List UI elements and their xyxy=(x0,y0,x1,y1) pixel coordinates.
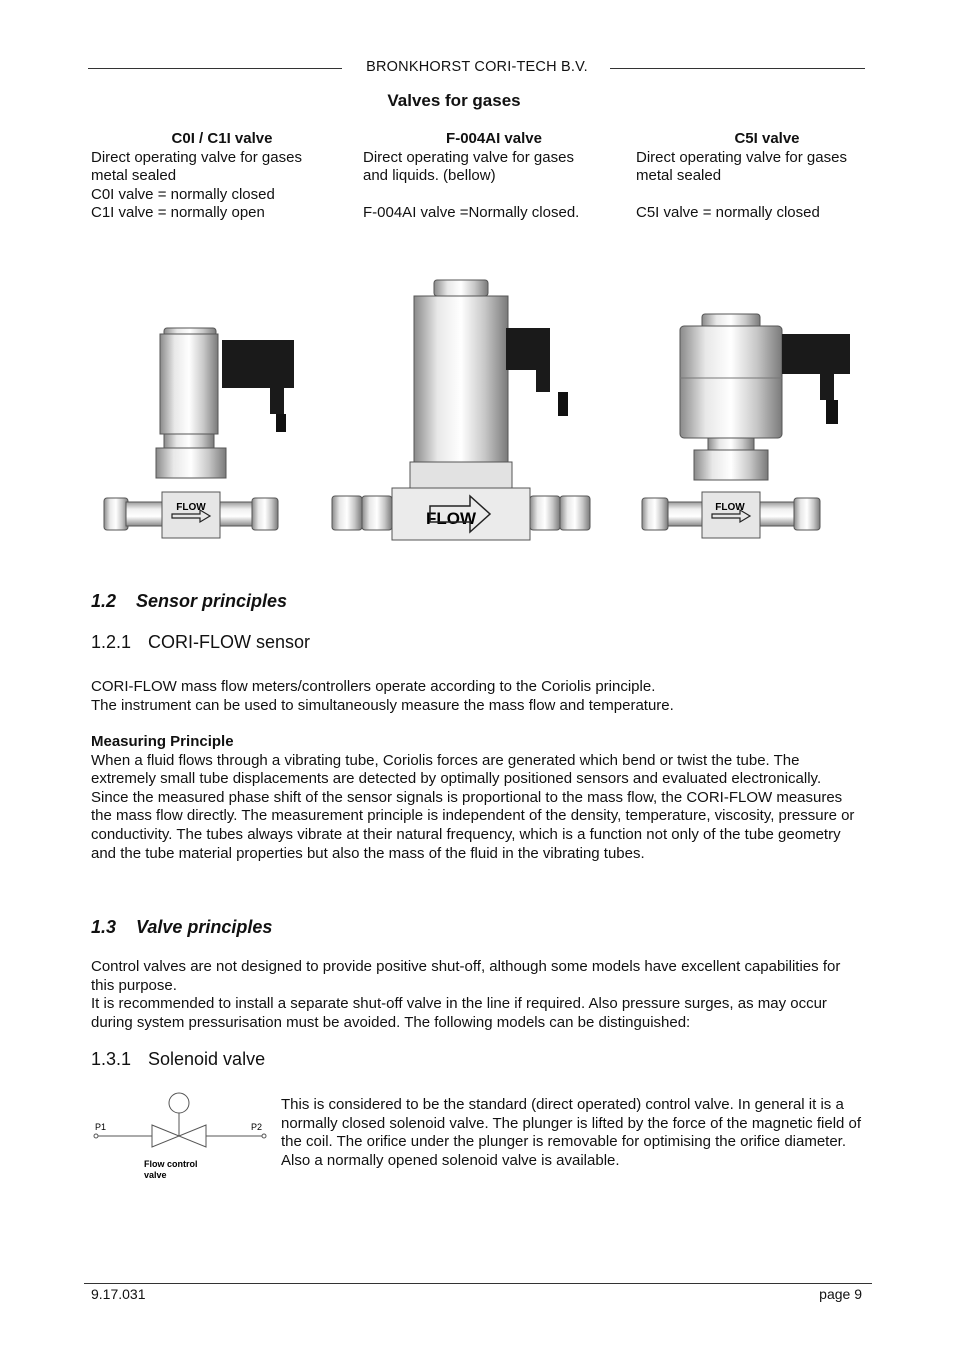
measuring-principle xyxy=(91,733,861,863)
valve-title: C5I valve xyxy=(734,130,800,147)
flow-label: FLOW xyxy=(715,502,745,513)
valve-column-f004ai xyxy=(363,130,625,223)
section-heading-1-3 xyxy=(91,918,272,937)
solenoid-valve-diagram xyxy=(88,1088,273,1188)
flow-label: FLOW xyxy=(176,502,206,513)
subheading-measuring-principle: Measuring Principle xyxy=(91,733,234,750)
valve-image-c5i xyxy=(642,314,850,538)
port-p2-label: P2 xyxy=(251,1122,263,1132)
footer-doc-number: 9.17.031 xyxy=(91,1286,146,1302)
section-title: Valve principles xyxy=(136,917,273,937)
valve-title: F-004AI valve xyxy=(446,130,542,147)
section-title: Sensor principles xyxy=(136,591,288,611)
valve-line: metal sealed xyxy=(91,167,177,185)
footer-page-number: page 9 xyxy=(819,1286,862,1302)
section-number: 1.2.1 xyxy=(91,632,132,652)
section-number: 1.3 xyxy=(91,917,117,937)
cori-flow-intro xyxy=(91,678,861,715)
paragraph-line: The instrument can be used to simultaneously measure the mass flow and temperature. xyxy=(91,696,674,714)
valve-line xyxy=(363,186,625,205)
section-heading-1-2 xyxy=(91,592,287,611)
valve-line: C1I valve = normally open xyxy=(91,204,265,222)
solenoid-valve-text: This is considered to be the standard (direct operated) control valve. In general it is a normally closed solenoid valve. The plunger is lifted by the force of the magnetic field of the coil. The orifice under the plunger is removable for optimising the orifice diameter. Also a normally opened solenoid valve is available. xyxy=(281,1096,862,1169)
valve-line: Direct operating valve for gases xyxy=(636,148,847,166)
flow-label: FLOW xyxy=(425,509,477,528)
valve-column-c5i xyxy=(636,130,898,223)
valve-line: Direct operating valve for gases xyxy=(91,148,302,166)
paragraph: When a fluid flows through a vibrating tube, Coriolis forces are generated which bend or twist the tube. The extremely small tube displacements are detected by optimally positioned sensors and evaluated electronically. xyxy=(91,751,822,788)
valve-line: C5I valve = normally closed xyxy=(636,204,820,222)
section-heading-1-3-1 xyxy=(91,1050,265,1069)
valve-image-f004ai xyxy=(332,280,590,540)
section-number: 1.3.1 xyxy=(91,1049,132,1069)
paragraph: Since the measured phase shift of the sensor signals is proportional to the mass flow, the CORI-FLOW measures the mass flow directly. The measurement principle is independent of the density, temperature, viscosity, pressure or conductivity. The tubes always vibrate at their natural frequency, which is a function not only of the tube geometry and the tube material properties but also the mass of the fluid in the vibrating tubes. xyxy=(91,788,855,862)
valve-line: Direct operating valve for gases xyxy=(363,148,574,166)
valve-line: C0I valve = normally closed xyxy=(91,185,275,203)
section-number: 1.2 xyxy=(91,591,117,611)
valve-line xyxy=(636,186,898,205)
diagram-caption: Flow control xyxy=(144,1159,198,1169)
diagram-caption: valve xyxy=(144,1170,167,1180)
valve-column-c0i-c1i xyxy=(91,130,353,223)
header-company: BRONKHORST CORI-TECH B.V. xyxy=(366,59,588,75)
section-title: CORI-FLOW sensor xyxy=(148,632,311,652)
valve-line: F-004AI valve =Normally closed. xyxy=(363,204,580,222)
paragraph: Control valves are not designed to provide positive shut-off, although some models have excellent capabilities for this purpose. xyxy=(91,958,841,994)
coil-symbol xyxy=(169,1093,189,1113)
valve-illustrations xyxy=(0,270,954,560)
paragraph-line: CORI-FLOW mass flow meters/controllers operate according to the Coriolis principle. xyxy=(91,678,656,695)
footer-rule xyxy=(84,1283,872,1284)
valve-line: and liquids. (bellow) xyxy=(363,167,496,185)
section-heading-1-2-1 xyxy=(91,633,310,652)
valve-line: metal sealed xyxy=(636,167,722,185)
valve-principles-text xyxy=(91,958,861,1032)
valve-title: C0I / C1I valve xyxy=(171,130,273,147)
valve-image-c0i-c1i xyxy=(104,328,294,538)
section-title: Solenoid valve xyxy=(148,1049,266,1069)
valves-section-title: Valves for gases xyxy=(387,91,521,110)
port-p1-label: P1 xyxy=(95,1122,107,1132)
paragraph: It is recommended to install a separate shut-off valve in the line if required. Also pressure surges, as may occur during system pressurisation must be avoided. The following models can be distinguished: xyxy=(91,995,827,1031)
